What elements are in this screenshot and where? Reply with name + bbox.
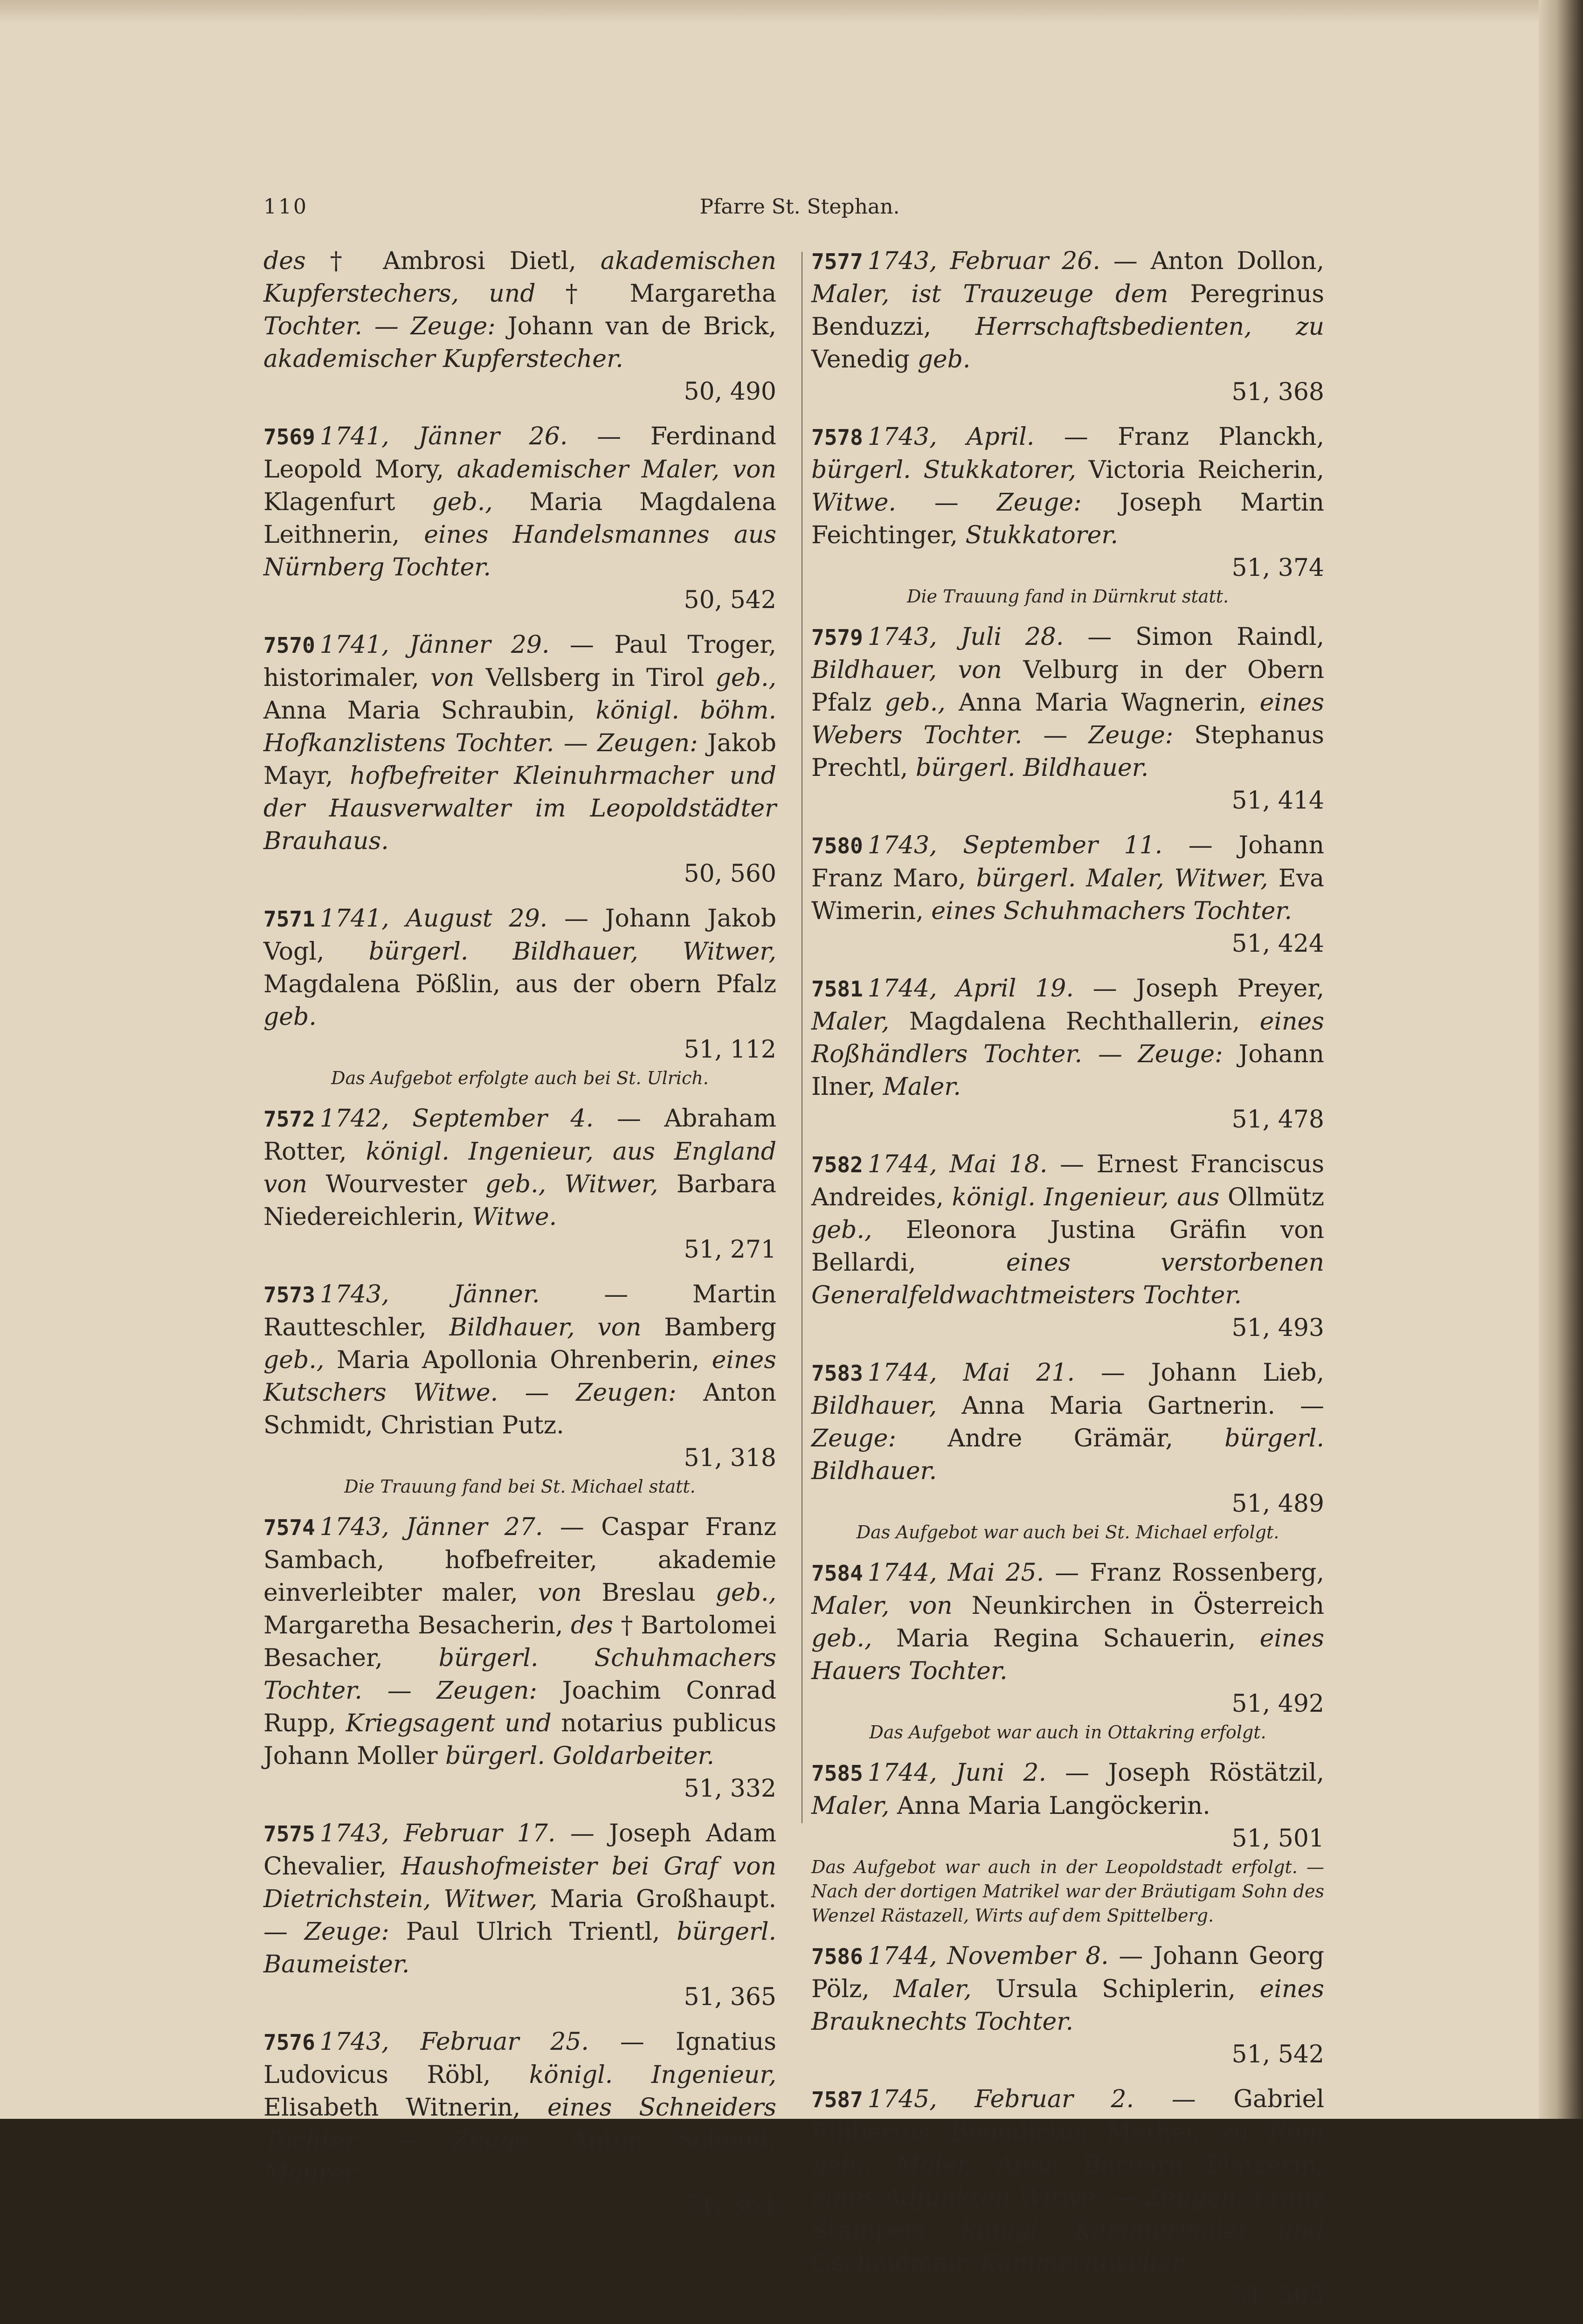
entry-text-run: Eva Wimerin, <box>811 865 1324 925</box>
entry-text-run: Anton Schmid, <box>537 2126 776 2154</box>
entry-text-run: Magdalena Rechthallerin, <box>889 1008 1260 1036</box>
entry-italic-text: geb., Witwer, <box>485 1170 658 1198</box>
entry-italic-text: Tochter. — Zeuge: <box>263 312 496 340</box>
entry-italic-text: bürgerl. Bildhauer. <box>915 754 1149 782</box>
entry-date: 1744, Mai 21. <box>867 1359 1075 1387</box>
entry-note: Die Trauung fand in Dürnkrut statt. <box>906 586 1229 607</box>
entry-text-run: — Johann Lieb, <box>1074 1359 1324 1387</box>
entry-text-run: Andre Grämär, <box>896 1425 1225 1452</box>
entry-reference: 51, 374 <box>1231 554 1324 582</box>
entry-italic-text: bürgerl. Bildhauer. <box>811 1425 1324 1485</box>
entry-reference: 51, 493 <box>1231 1314 1324 1342</box>
entry-reference: 51, 271 <box>684 1236 776 1264</box>
entry-text-run: Anna Barbara Platzerin, <box>973 2151 1324 2179</box>
entry-date: 1743, Jänner. <box>319 1280 540 1308</box>
entry-italic-text: Stukkatorer. <box>965 521 1119 549</box>
entry-text-run: Anna Maria Gartnerin. — <box>937 1392 1324 1420</box>
entry-italic-text: geb., <box>432 488 493 516</box>
entry-italic-text: Zeuge: <box>996 489 1082 517</box>
entry-text-run: Peregrinus Benduzzi, <box>811 280 1325 341</box>
entry-text-run: Margaretha Besacherin, <box>263 1612 571 1639</box>
entry-number: 7579 <box>811 625 863 650</box>
entry-note: Das Aufgebot war auch bei St. Michael erfolgt. <box>856 1522 1279 1542</box>
entry-italic-text: Maler, von <box>811 1592 953 1620</box>
entry-italic-text: Maler, <box>811 1792 890 1820</box>
entry-text <box>263 1278 776 1442</box>
entry-text-run: — Anton Dollon, <box>1100 247 1324 275</box>
entry-italic-text: des <box>263 247 306 275</box>
entry-text <box>811 1757 1324 1822</box>
entry-reference: 51, 365 <box>684 1983 776 2011</box>
entry-italic-text: bürgerl. Stukkatorer, <box>811 456 1076 484</box>
register-entry <box>263 1102 776 1266</box>
entry-text-run: Jakob Mayr, <box>263 729 776 790</box>
entry-italic-text: bürgerl. Baumeister. <box>263 1918 777 1978</box>
left-column <box>263 245 776 2234</box>
register-entry <box>263 1817 776 2013</box>
entry-date: 1743, Juli 28. <box>867 623 1064 651</box>
entry-text-run: — Paul Troger, historimaler, <box>263 631 776 692</box>
entry-number: 7571 <box>263 906 315 932</box>
entry-number: 7586 <box>811 1944 863 1969</box>
entry-italic-text: Kammerjuwelier. <box>979 2249 1189 2277</box>
entry-italic-text: akademischer Kupferstecher. <box>263 345 623 373</box>
entry-text-run: — Joseph Adam Chevalier, <box>263 1819 776 1881</box>
entry-italic-text: königl. böhm. Hofkanzlistens Tochter. — Zeugen: <box>263 697 776 757</box>
entry-italic-text: geb., <box>811 1625 872 1653</box>
entry-text <box>263 245 776 375</box>
entry-reference: 51, 565 <box>1231 2282 1324 2310</box>
entry-italic-text: bürgerl. Maler, Witwer, <box>976 865 1268 892</box>
entry-text-run: notarius publicus Johann Moller <box>263 1709 777 1770</box>
entry-text-run: Barbara Niedereichlerin, <box>263 1170 777 1231</box>
entry-number: 7582 <box>811 1152 863 1177</box>
entry-text <box>263 902 776 1033</box>
entry-number: 7576 <box>263 2030 315 2055</box>
book-spine <box>1539 0 1583 2119</box>
entry-number: 7587 <box>811 2087 863 2112</box>
entry-reference: 51, 501 <box>1231 1825 1324 1853</box>
entry-italic-text: eines Handelsmannes aus Nürnberg Tochter. <box>263 521 776 581</box>
register-entry <box>263 629 776 890</box>
page-number: 110 <box>263 195 308 219</box>
register-entry <box>811 1356 1324 1544</box>
entry-text <box>263 629 776 858</box>
entry-note: Die Trauung fand bei St. Michael statt. <box>344 1476 696 1497</box>
entry-text-run: Franz Stampert, <box>811 2184 1325 2244</box>
entry-text-run: Joachim Conrad Rupp, <box>263 1677 776 1737</box>
entry-italic-text: eines Roßhändlers Tochter. — Zeuge: <box>811 1008 1324 1068</box>
entry-text-run: — Franz Rossenberg, <box>1044 1559 1325 1587</box>
entry-date: 1745, Februar 2. <box>867 2085 1134 2113</box>
entry-italic-text: geb. <box>917 346 971 374</box>
entry-date: 1743, Februar 17. <box>319 1819 556 1847</box>
entry-number: 7573 <box>263 1282 315 1307</box>
entry-italic-text: Zeuge: <box>811 1425 896 1452</box>
entry-italic-text: eines Adjunkten Witwe. — Zeugen: <box>811 2184 1245 2212</box>
entry-number: 7581 <box>811 976 863 1002</box>
entry-reference: 51, 112 <box>684 1036 776 1064</box>
entry-text-run: Ollmütz <box>1219 1183 1324 1211</box>
entry-reference: 51, 542 <box>1231 2040 1324 2068</box>
entry-text-run: Maria Apollonia Ohrenberin, <box>324 1346 712 1374</box>
entry-text-run: Velburg in der Obern Pfalz <box>811 656 1324 717</box>
entry-italic-text: eines Schuhmachers Tochter. <box>931 897 1293 925</box>
entry-italic-text: Maler, <box>811 1008 890 1036</box>
entry-italic-text: des <box>571 1612 613 1639</box>
register-entry <box>811 2083 1324 2312</box>
entry-text-run: — Abraham Rotter, <box>263 1105 776 1166</box>
entry-italic-text: akademischen Kupferstechers, und <box>263 247 776 308</box>
entry-note: Das Aufgebot war auch in Ottakring erfolgt. <box>869 1722 1266 1743</box>
entry-text <box>811 1940 1324 2038</box>
entry-number: 7583 <box>811 1361 863 1386</box>
register-entry <box>811 1757 1324 1928</box>
entry-italic-text: eines Brauknechts Tochter. <box>811 1975 1324 2036</box>
entry-text-run: Gschaidmair, <box>811 2249 980 2277</box>
entry-text-run: Stephanus Prechtl, <box>811 721 1324 782</box>
entry-reference: 50, 542 <box>684 586 776 614</box>
entry-text-run: — Franz Planckh, <box>1034 423 1324 451</box>
entry-text-run: Maria Regina Schauerin, <box>872 1625 1260 1653</box>
entry-italic-text: von <box>538 1579 582 1607</box>
entry-text-run: Vellsberg in Tirol <box>474 664 716 692</box>
entry-reference: 51, 368 <box>1231 378 1324 406</box>
entry-text-run: — Ferdinand Leopold Mory, <box>263 422 776 484</box>
entry-text-run: Anna Maria Schraubin, <box>263 697 596 725</box>
entry-italic-text: königl. Ingenieur, aus England von <box>263 1138 776 1198</box>
entry-date: 1744, Mai 25. <box>867 1559 1044 1587</box>
register-entry <box>811 421 1324 609</box>
entry-text-run: Breslau <box>581 1579 716 1607</box>
register-entry <box>811 245 1324 408</box>
entry-number: 7577 <box>811 249 863 274</box>
entry-date: 1743, Jänner 27. <box>319 1513 543 1541</box>
entry-italic-text: Maler, <box>893 1975 972 2003</box>
register-entry <box>263 420 776 616</box>
register-entry <box>263 1511 776 1805</box>
right-column <box>811 245 1324 2324</box>
entry-text <box>811 972 1324 1103</box>
entry-text-run: Joseph Martin Feichtinger, <box>811 489 1324 549</box>
entry-text-run: Maria Magdalena Leithnerin, <box>263 488 776 549</box>
entry-text-run: Ursula Schiplerin, <box>971 1975 1260 2003</box>
register-entry <box>263 2026 776 2222</box>
entry-italic-text: Herrschaftsbedienten, zu <box>975 313 1324 341</box>
register-entry <box>263 1278 776 1499</box>
entry-date: 1743, Februar 25. <box>319 2028 589 2056</box>
entry-italic-text: hofbefreiter Kleinuhrmacher und der Hausverwalter im Leopoldstädter Brauhaus. <box>263 762 776 855</box>
entry-italic-text: eines Schneiders Tochter. — Zeuge: <box>263 2094 776 2154</box>
entry-italic-text: Maler. <box>883 1073 961 1101</box>
entry-text-run: Wourvester <box>307 1170 485 1198</box>
entry-text <box>263 1102 776 1233</box>
entry-text-run: Anna Maria Langöckerin. <box>889 1792 1210 1820</box>
page-title: Pfarre St. Stephan. <box>699 195 900 219</box>
entry-text-run: — Ignatius Ludovicus Röbl, <box>263 2028 776 2089</box>
entry-text <box>811 2083 1324 2279</box>
entry-italic-text: Witwe. <box>811 489 896 517</box>
entry-text <box>263 2026 776 2189</box>
entry-number: 7570 <box>263 633 315 658</box>
entry-text-run: Anton Schmidt, Christian Putz. <box>263 1379 776 1439</box>
page-top-shadow <box>0 0 1583 23</box>
entry-italic-text: akademischer Maler, von <box>456 456 776 484</box>
entry-italic-text: eines verstorbenen Generalfeldwachtmeisters Tochter. <box>811 1249 1324 1309</box>
entry-italic-text: geb. <box>263 1003 317 1031</box>
entry-date: 1743, April. <box>867 423 1035 451</box>
entry-number: 7580 <box>811 833 863 858</box>
entry-date: 1743, September 11. <box>867 831 1163 859</box>
register-entry <box>811 1940 1324 2071</box>
entry-italic-text: königl. Ingenieur, aus <box>952 1183 1220 1211</box>
entry-text-run: Johann van de Brick, <box>495 312 776 340</box>
entry-italic-text: Maurer. <box>263 2159 361 2187</box>
entry-italic-text: bürgerl. Schuhmachers Tochter. — Zeugen: <box>263 1644 776 1705</box>
entry-text-run: — Ernest Franciscus Andreides, <box>811 1150 1325 1211</box>
entry-italic-text: Bildhauer, von <box>811 656 1002 684</box>
entry-text-run: Elisabeth Witnerin, <box>263 2094 547 2122</box>
entry-date: 1742, September 4. <box>319 1105 594 1133</box>
entry-text <box>811 421 1324 552</box>
register-entry <box>263 245 776 408</box>
entry-reference: 51, 492 <box>1231 1690 1324 1718</box>
entry-italic-text: geb., <box>263 1346 325 1374</box>
entry-reference: 51, 364 <box>684 2192 776 2220</box>
entry-text-run: — Johann Jakob Vogl, <box>263 905 776 966</box>
entry-text-run: Maria Großhaupt. — <box>263 1885 776 1946</box>
entry-text-run: † Margaretha <box>535 280 776 308</box>
entry-text <box>263 420 776 584</box>
entry-text-run: Anna Maria Wagnerin, <box>945 689 1260 717</box>
entry-date: 1744, April 19. <box>867 975 1074 1003</box>
entry-reference: 51, 318 <box>684 1444 776 1472</box>
entry-text <box>811 829 1324 927</box>
entry-text-run: Neunkirchen in Österreich <box>952 1592 1325 1620</box>
entry-date: 1744, Mai 18. <box>867 1150 1048 1178</box>
entry-text <box>811 245 1324 376</box>
entry-italic-text: Bildhauer, von <box>449 1314 642 1342</box>
entry-date: 1741, August 29. <box>319 905 548 933</box>
entry-text-run: — Johann Franz Maro, <box>811 831 1325 892</box>
entry-text-run: — Simon Raindl, <box>1064 623 1324 651</box>
entry-text <box>263 1511 776 1772</box>
entry-italic-text: Zeuge: <box>304 1918 389 1946</box>
entry-text-run: — Caspar Franz Sambach, hofbefreiter, akademie einverleibter maler, <box>263 1513 776 1607</box>
entry-number: 7578 <box>811 425 863 450</box>
entry-date: 1744, Juni 2. <box>867 1759 1047 1787</box>
entry-text-run: — Johann Georg Pölz, <box>811 1942 1324 2003</box>
entry-text-run: Venedig <box>811 346 918 374</box>
entry-reference: 51, 424 <box>1231 930 1324 958</box>
entry-italic-text: Kriegsagent und <box>346 1709 552 1737</box>
register-entry <box>811 1148 1324 1344</box>
entry-number: 7584 <box>811 1561 863 1586</box>
entry-reference: 51, 332 <box>684 1775 776 1803</box>
entry-number: 7585 <box>811 1761 863 1786</box>
entry-note: Das Aufgebot war auch in der Leopoldstadt erfolgt. — Nach der dortigen Matrikel war der Bräutigam Sohn des Wenzel Rästazell, Wirts auf dem Spittelberg. <box>811 1857 1324 1926</box>
entry-number: 7575 <box>263 1821 315 1847</box>
entry-italic-text: Bildhauer, <box>811 1392 937 1420</box>
entry-text <box>811 1356 1324 1487</box>
register-entry <box>811 1556 1324 1744</box>
entry-text-run: † Bartolomei Besacher, <box>263 1612 777 1672</box>
entry-italic-text: Zeuge: <box>1088 721 1174 749</box>
entry-reference: 51, 478 <box>1231 1106 1324 1134</box>
entry-number: 7569 <box>263 424 315 450</box>
entry-text-run: Paul Ulrich Trientl, <box>389 1918 677 1946</box>
entry-text <box>811 1556 1324 1688</box>
entry-italic-text: bürgerl. Goldarbeiter. <box>445 1742 715 1770</box>
entry-italic-text: eines Webers Tochter. <box>811 689 1324 749</box>
entry-italic-text: Haushofmeister bei Graf von Dietrichstein, Witwer, <box>263 1853 777 1913</box>
register-entry <box>811 829 1324 960</box>
entry-number: 7574 <box>263 1515 315 1540</box>
entry-italic-text: von <box>430 664 475 692</box>
entry-italic-text: Maler, ist Trauzeuge dem <box>811 280 1168 308</box>
entry-text-run: — Joseph Röstätzil, <box>1046 1759 1325 1787</box>
entry-italic-text: eines Hauers Tochter. <box>811 1625 1324 1685</box>
entry-date: 1741, Jänner 29. <box>319 631 550 659</box>
entry-italic-text: bürgerl. Bildhauer, Witwer, <box>368 938 777 966</box>
register-entry <box>811 972 1324 1136</box>
entry-reference: 50, 490 <box>684 378 776 406</box>
entry-text <box>263 1817 776 1981</box>
entry-italic-text: königl. Kammermaler und <box>962 2216 1324 2244</box>
entry-text-run: Klagenfurt <box>263 488 432 516</box>
entry-italic-text: Witwe. <box>472 1203 557 1231</box>
entry-text-run: Magdalena Pößlin, aus der obern Pfalz <box>263 970 776 998</box>
entry-text-run: Victoria Reicherin, <box>1076 456 1324 484</box>
entry-text <box>811 621 1324 784</box>
entry-date: 1743, Februar 26. <box>867 247 1100 275</box>
entry-text-run: — Joseph Preyer, <box>1073 975 1324 1003</box>
entry-date: 1744, November 8. <box>867 1942 1109 1970</box>
entry-text-run: Bamberg <box>641 1314 776 1342</box>
register-entry <box>263 902 776 1090</box>
entry-text-run: — Martin Rautteschler, <box>263 1280 776 1342</box>
entry-note: Das Aufgebot erfolgte auch bei St. Ulrich. <box>331 1068 709 1088</box>
entry-reference: 50, 560 <box>684 860 776 888</box>
entry-italic-text: geb., <box>885 689 946 717</box>
entry-date: 1741, Jänner 26. <box>319 422 568 450</box>
entry-italic-text: königl. Ingenieur, <box>529 2061 776 2089</box>
entry-italic-text: geb., <box>715 664 776 692</box>
entry-italic-text: zu Rom geb., Maler, <box>811 2118 1324 2179</box>
entry-text-run: Johann Ilner, <box>811 1040 1325 1101</box>
entry-italic-text: geb., <box>715 1579 776 1607</box>
entry-italic-text: eines Kutschers Witwe. — Zeugen: <box>263 1346 776 1407</box>
entry-reference: 51, 489 <box>1231 1490 1324 1518</box>
entry-text-run: Eleonora Justina Gräfin von Bellardi, <box>811 1216 1324 1277</box>
register-entry <box>811 621 1324 817</box>
entry-italic-text: geb., <box>811 1216 872 1244</box>
entry-reference: 51, 414 <box>1231 787 1324 815</box>
entry-text <box>811 1148 1324 1312</box>
entry-text-run: — <box>896 489 997 517</box>
entry-text-run: — Gabriel Filibertus Benedictus Mathei, <box>811 2085 1325 2146</box>
entry-number: 7572 <box>263 1107 315 1132</box>
page-header <box>263 195 1336 228</box>
entry-text-run: † Ambrosi Dietl, <box>305 247 601 275</box>
entry-text-run: — <box>1022 721 1089 749</box>
